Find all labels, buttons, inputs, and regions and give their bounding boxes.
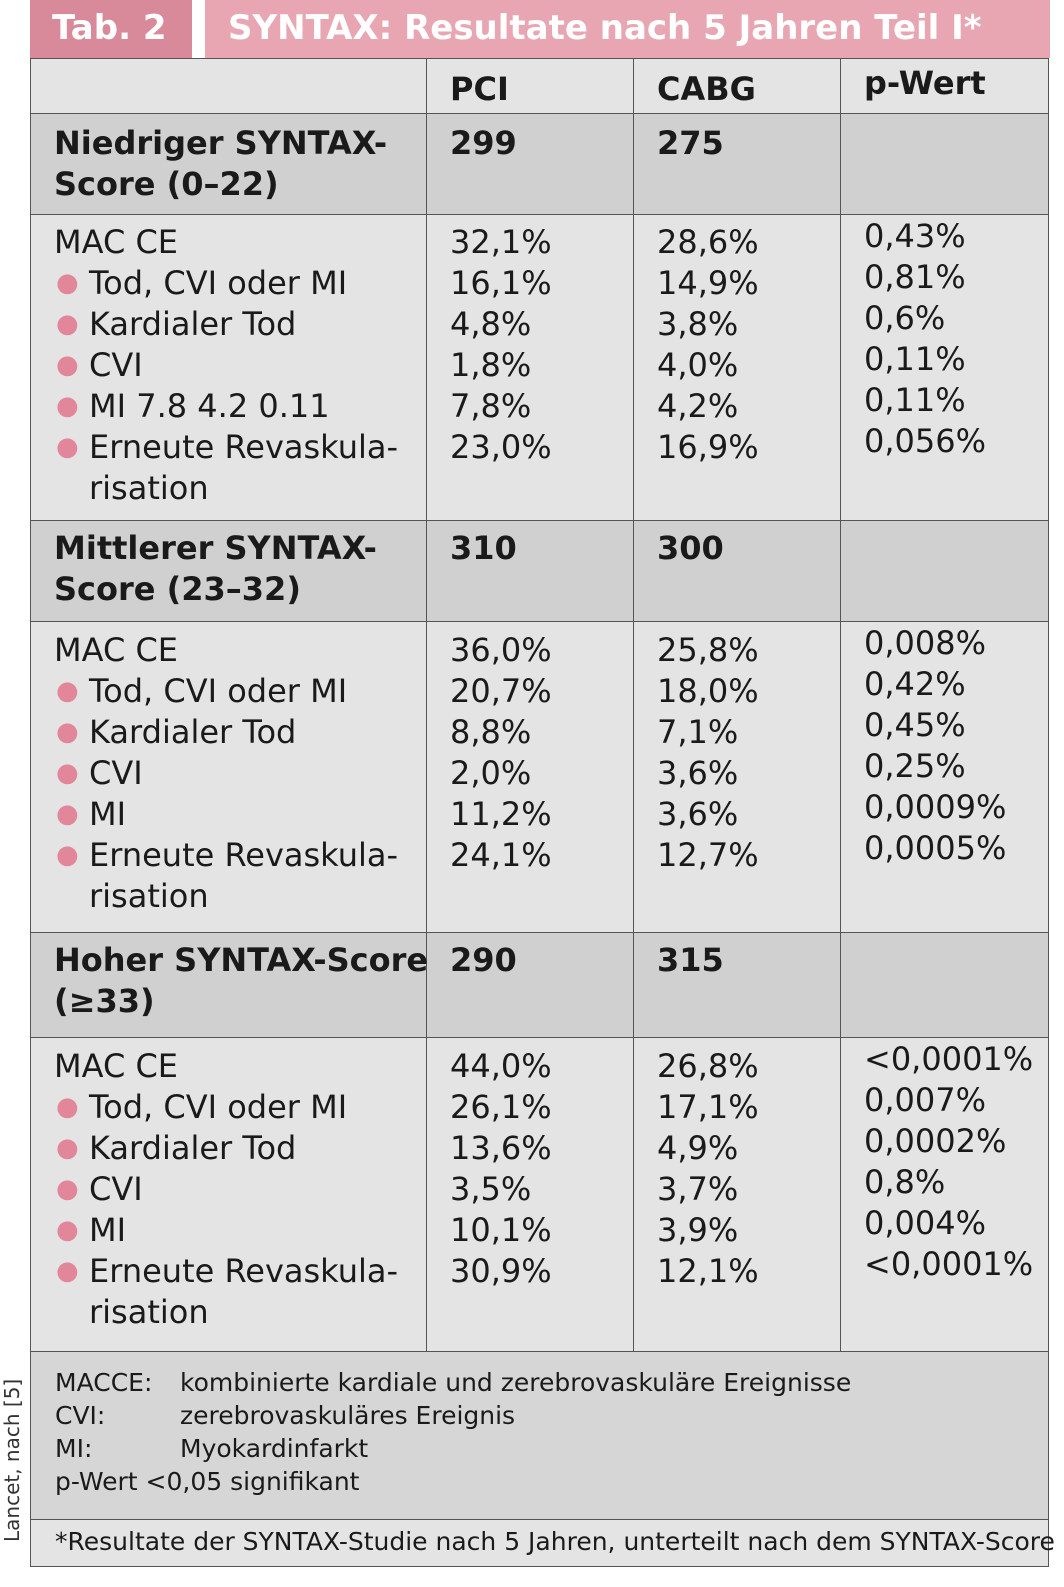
bullet-icon: ● [56, 676, 79, 706]
pci-values: 32,1% 16,1% 4,8% 1,8% 7,8% 23,0% [450, 223, 552, 466]
row-label: MI [89, 1211, 127, 1249]
row-label: CVI [89, 754, 143, 792]
bullet-icon: ● [56, 840, 79, 870]
p-values: 0,43% 0,81% 0,6% 0,11% 0,11% 0,056% [864, 217, 987, 460]
significance-note: p-Wert <0,05 signifikant [55, 1467, 360, 1496]
bullet-icon: ● [56, 1092, 79, 1122]
source-note: Lancet, nach [5] [0, 1378, 24, 1542]
abbreviation-legend [30, 1352, 1049, 1519]
bullet-icon: ● [56, 1256, 79, 1286]
group-n-pci: 299 [450, 124, 517, 162]
row-label: Erneute Revaskula- [89, 1252, 399, 1290]
group-n-pci: 310 [450, 529, 517, 567]
row-divider [31, 932, 1048, 933]
bullet-icon: ● [56, 1133, 79, 1163]
row-label: MAC CE [54, 223, 179, 261]
row-labels [54, 222, 398, 509]
bullet-icon: ● [56, 309, 79, 339]
row-label: Kardialer Tod [89, 1129, 297, 1167]
row-divider [31, 520, 1048, 521]
pci-values: 36,0% 20,7% 8,8% 2,0% 11,2% 24,1% [450, 631, 552, 874]
row-label: Tod, CVI oder MI [89, 264, 348, 302]
row-label: Erneute Revaskula- [89, 836, 399, 874]
bullet-icon: ● [56, 1215, 79, 1245]
cabg-values: 28,6% 14,9% 3,8% 4,0% 4,2% 16,9% [657, 223, 759, 466]
bullet-icon: ● [56, 391, 79, 421]
row-label: Kardialer Tod [89, 305, 297, 343]
group-n-cabg: 300 [657, 529, 724, 567]
cabg-values: 25,8% 18,0% 7,1% 3,6% 3,6% 12,7% [657, 631, 759, 874]
row-label-continuation: risation [89, 1293, 209, 1331]
column-header-p-value: p-Wert [864, 64, 986, 102]
bullet-icon: ● [56, 350, 79, 380]
table-tab-label: Tab. 2 [30, 0, 192, 58]
pci-values: 44,0% 26,1% 13,6% 3,5% 10,1% 30,9% [450, 1047, 552, 1290]
group-n-cabg: 275 [657, 124, 724, 162]
group-title: Hoher SYNTAX-Score (≥33) [54, 941, 429, 1020]
row-label: Erneute Revaskula- [89, 428, 399, 466]
group-title: Mittlerer SYNTAX- Score (23–32) [54, 529, 377, 608]
legend-row: MACCE: kombinierte kardiale und zerebrovaskuläre Ereignisse [55, 1368, 852, 1397]
bullet-icon: ● [56, 758, 79, 788]
group-n-cabg: 315 [657, 941, 724, 979]
row-label: MAC CE [54, 1047, 179, 1085]
row-label: MAC CE [54, 631, 179, 669]
row-label-continuation: risation [89, 469, 209, 507]
group-n-pci: 290 [450, 941, 517, 979]
bullet-icon: ● [56, 717, 79, 747]
row-label: CVI [89, 1170, 143, 1208]
row-label: MI [89, 795, 127, 833]
p-values: 0,008% 0,42% 0,45% 0,25% 0,0009% 0,0005% [864, 624, 1007, 867]
row-labels [54, 1046, 398, 1333]
row-label: Tod, CVI oder MI [89, 1088, 348, 1126]
row-divider [31, 214, 1048, 215]
table-title: SYNTAX: Resultate nach 5 Jahren Teil I* [205, 0, 1050, 58]
column-header-cabg: CABG [657, 70, 756, 108]
row-label: Tod, CVI oder MI [89, 672, 348, 710]
column-header-pci: PCI [450, 70, 509, 108]
legend-row: CVI: zerebrovaskuläres Ereignis [55, 1401, 516, 1430]
row-label-continuation: risation [89, 877, 209, 915]
column-divider [840, 59, 841, 1353]
bullet-icon: ● [56, 432, 79, 462]
row-divider [31, 1037, 1048, 1038]
row-label: MI 7.8 4.2 0.11 [89, 387, 330, 425]
row-labels [54, 630, 398, 917]
legend-row: MI: Myokardinfarkt [55, 1434, 369, 1463]
row-divider [31, 621, 1048, 622]
bullet-icon: ● [56, 799, 79, 829]
p-values: <0,0001% 0,007% 0,0002% 0,8% 0,004% <0,0001% [864, 1040, 1034, 1283]
footnote: *Resultate der SYNTAX-Studie nach 5 Jahren, unterteilt nach dem SYNTAX-Score [30, 1519, 1049, 1567]
row-divider [31, 113, 1048, 114]
column-divider [426, 59, 427, 1353]
row-label: CVI [89, 346, 143, 384]
results-table [30, 58, 1049, 1352]
column-divider [633, 59, 634, 1353]
row-label: Kardialer Tod [89, 713, 297, 751]
bullet-icon: ● [56, 1174, 79, 1204]
group-title: Niedriger SYNTAX- Score (0–22) [54, 124, 388, 203]
cabg-values: 26,8% 17,1% 4,9% 3,7% 3,9% 12,1% [657, 1047, 759, 1290]
bullet-icon: ● [56, 268, 79, 298]
